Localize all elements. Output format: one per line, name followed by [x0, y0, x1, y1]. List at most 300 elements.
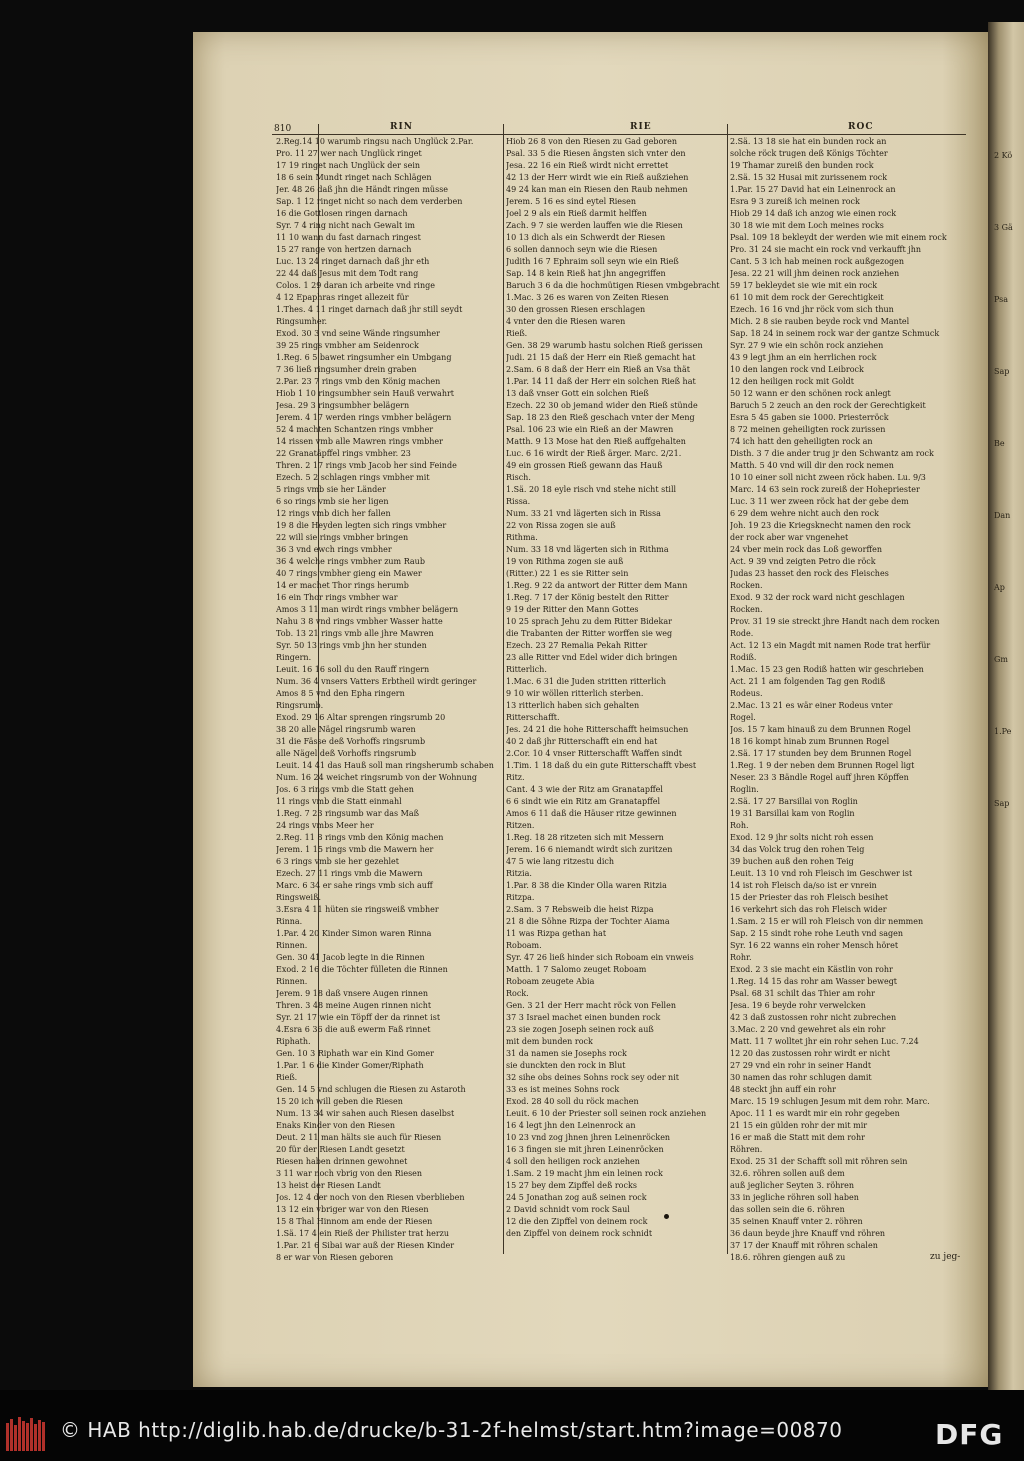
concordance-entry: Gen. 14 5 vnd schlugen die Riesen zu Astaroth [276, 1085, 466, 1094]
concordance-entry: 1.Sam. 2 15 er will roh Fleisch von dir nemmen [730, 917, 924, 926]
facing-page-fragment: Psa [994, 295, 1009, 304]
concordance-entry: 11 was Rizpa gethan hat [506, 929, 607, 938]
concordance-entry: 30 18 wie mit dem Loch meines rocks [730, 221, 884, 230]
concordance-entry: 18.6. röhren giengen auß zu [730, 1253, 846, 1262]
concordance-entry: Sap. 1 12 ringet nicht so nach dem verderben [276, 197, 463, 206]
concordance-entry: 21 8 die Söhne Rizpa der Tochter Aiama [506, 917, 670, 926]
concordance-entry: das sollen sein die 6. röhren [730, 1205, 845, 1214]
concordance-entry: 7 36 ließ ringsumher drein graben [276, 365, 417, 374]
concordance-entry: Thren. 2 17 rings vmb Jacob her sind Feinde [276, 461, 457, 470]
concordance-entry: Hiob 26 8 von den Riesen zu Gad geboren [506, 137, 678, 146]
concordance-entry: 2.Reg. 11 8 rings vmb den König machen [276, 833, 444, 842]
facing-page-fragment: Sap [994, 799, 1010, 808]
concordance-entry: 1.Par. 15 27 David hat ein Leinenrock an [730, 185, 896, 194]
concordance-entry: 27 29 vnd ein rohr in seiner Handt [730, 1061, 872, 1070]
concordance-entry: 2.Cor. 10 4 vnser Ritterschafft Waffen sindt [506, 749, 682, 758]
facing-page-fragment: Sap [994, 367, 1010, 376]
concordance-entry: Rinnen. [276, 941, 308, 950]
concordance-entry: 15 der Priester das roh Fleisch besihet [730, 893, 889, 902]
concordance-entry: 36 4 welche rings vmbher zum Raub [276, 557, 425, 566]
concordance-entry: 10 10 einer soll nicht zween röck haben. Lu. 9/3 [730, 473, 926, 482]
concordance-entry: Pro. 31 24 sie macht ein rock vnd verkaufft jhn [730, 245, 922, 254]
concordance-entry: 1.Mac. 6 31 die Juden stritten ritterlich [506, 677, 667, 686]
concordance-entry: Roh. [730, 821, 749, 830]
concordance-entry: 22 von Rissa zogen sie auß [506, 521, 616, 530]
page-number: 810 [274, 124, 292, 134]
concordance-entry: 19 Thamar zureiß den bunden rock [730, 161, 874, 170]
concordance-entry: 19 31 Barsillai kam von Roglin [730, 809, 855, 818]
concordance-entry: Amos 6 11 daß die Häuser ritze gewinnen [506, 809, 677, 818]
hab-logo-bar [34, 1424, 37, 1451]
concordance-entry: 13 ritterlich haben sich gehalten [506, 701, 640, 710]
concordance-entry: Zach. 9 7 sie werden lauffen wie die Riesen [506, 221, 683, 230]
concordance-entry: Ritterschafft. [506, 713, 560, 722]
concordance-entry: 59 17 bekleydet sie wie mit ein rock [730, 281, 878, 290]
concordance-entry: 48 steckt jhn auff ein rohr [730, 1085, 836, 1094]
hab-logo-bar [14, 1425, 17, 1451]
concordance-entry: 3.Esra 4 11 hüten sie ringsweiß vmbher [276, 905, 439, 914]
hab-logo-bar [6, 1423, 9, 1451]
concordance-entry: solche röck trugen deß Königs Töchter [730, 149, 888, 158]
concordance-entry: Luc. 6 16 wirdt der Rieß ärger. Marc. 2/21. [506, 449, 682, 458]
concordance-entry: Psal. 68 31 schilt das Thier am rohr [730, 989, 875, 998]
concordance-entry: Nahu 3 8 vnd rings vmbher Wasser hatte [276, 617, 443, 626]
concordance-entry: die Trabanten der Ritter worffen sie weg [506, 629, 673, 638]
concordance-entry: Amos 8 5 vnd den Epha ringern [276, 689, 405, 698]
concordance-entry: 6 29 dem wehre nicht auch den rock [730, 509, 879, 518]
concordance-column-right [730, 136, 964, 1264]
concordance-entry: Sap. 2 15 sindt rohe rohe Leuth vnd sagen [730, 929, 903, 938]
concordance-entry: Ezech. 5 2 schlagen rings vmbher mit [276, 473, 430, 482]
hab-logo-bar [10, 1419, 13, 1451]
concordance-entry: 2.Sä. 15 32 Husai mit zurissenem rock [730, 173, 888, 182]
concordance-entry: Exod. 12 9 jhr solts nicht roh essen [730, 833, 874, 842]
concordance-entry: Num. 36 4 vnsers Vatters Erbtheil wirdt geringer [276, 677, 477, 686]
concordance-entry: 12 rings vmb dich her fallen [276, 509, 391, 518]
concordance-entry: 40 7 rings vmbher gieng ein Mawer [276, 569, 422, 578]
concordance-entry: 2.Sam. 3 7 Rebsweib die heist Rizpa [506, 905, 654, 914]
concordance-entry: 1.Thes. 4 11 ringet darnach daß jhr still seydt [276, 305, 463, 314]
facing-page-fragment: 2 Kö [994, 151, 1013, 160]
concordance-entry: Jerem. 1 15 rings vmb die Mawern her [276, 845, 434, 854]
concordance-entry: 1.Mac. 3 26 es waren von Zeiten Riesen [506, 293, 669, 302]
concordance-entry: 2.Sä. 13 18 sie hat ein bunden rock an [730, 137, 887, 146]
concordance-entry: 2.Sä. 17 17 stunden bey dem Brunnen Rogel [730, 749, 912, 758]
concordance-entry: 23 alle Ritter vnd Edel wider dich bringen [506, 653, 678, 662]
concordance-entry: auß jeglicher Seyten 3. röhren [730, 1181, 855, 1190]
concordance-entry: Ezech. 27 11 rings vmb die Mawern [276, 869, 423, 878]
concordance-entry: sie dunckten den rock in Blut [506, 1061, 626, 1070]
concordance-entry: 12 die den Zipffel von deinem rock [506, 1217, 648, 1226]
concordance-entry: 52 4 machten Schantzen rings vmbher [276, 425, 434, 434]
concordance-entry: 50 12 wann er den schönen rock anlegt [730, 389, 891, 398]
concordance-entry: Act. 12 13 ein Magdt mit namen Rode trat herfür [730, 641, 931, 650]
facing-page-fragment: Ap [994, 583, 1005, 592]
concordance-entry: 9 19 der Ritter den Mann Gottes [506, 605, 639, 614]
concordance-entry: 21 15 ein gülden rohr der mit mir [730, 1121, 868, 1130]
concordance-entry: Syr. 47 26 ließ hinder sich Roboam ein vnweis [506, 953, 694, 962]
concordance-entry: Rodiß. [730, 653, 757, 662]
concordance-entry: 31 da namen sie Josephs rock [506, 1049, 627, 1058]
concordance-entry: Rocken. [730, 605, 763, 614]
hab-logo-bar [38, 1420, 41, 1451]
concordance-entry: Ritzen. [506, 821, 535, 830]
concordance-entry: 16 3 fingen sie mit jhren Leinenröcken [506, 1145, 664, 1154]
concordance-entry: Exod. 2 3 sie macht ein Kästlin von rohr [730, 965, 893, 974]
concordance-entry: Jer. 48 26 daß jhn die Händt ringen müsse [276, 185, 449, 194]
concordance-entry: Ritzia. [506, 869, 532, 878]
concordance-entry: 4 soll den heiligen rock anziehen [506, 1157, 640, 1166]
concordance-entry: Ritz. [506, 773, 525, 782]
concordance-entry: 39 25 rings vmbher am Seidenrock [276, 341, 419, 350]
facing-page-fragment: Gm [994, 655, 1008, 664]
concordance-entry: (Ritter.) 22 1 es sie Ritter sein [506, 569, 629, 578]
concordance-entry: Marc. 6 34 er sahe rings vmb sich auff [276, 881, 433, 890]
catchword: zu jeg- [930, 1252, 961, 1262]
concordance-entry: 35 seinen Knauff vnter 2. röhren [730, 1217, 863, 1226]
concordance-entry: Rocken. [730, 581, 763, 590]
concordance-entry: der rock aber war vngenehet [730, 533, 849, 542]
concordance-entry: 1.Reg. 9 22 da antwort der Ritter dem Mann [506, 581, 688, 590]
concordance-entry: 1.Par. 4 20 Kinder Simon waren Rinna [276, 929, 432, 938]
concordance-entry: 24 rings vmbs Meer her [276, 821, 374, 830]
concordance-entry: Jesa. 19 6 beyde rohr verwelcken [730, 1001, 866, 1010]
column-heading-middle: RIE [630, 122, 652, 132]
concordance-entry: Sap. 18 23 den Rieß geschach vnter der Meng [506, 413, 695, 422]
concordance-entry: 18 6 sein Mundt ringet nach Schlägen [276, 173, 432, 182]
concordance-entry: Luc. 13 24 ringet darnach daß jhr eth [276, 257, 430, 266]
concordance-entry: 1.Par. 1 6 die Kinder Gomer/Riphath [276, 1061, 424, 1070]
concordance-entry: Cant. 5 3 ich hab meinen rock außgezogen [730, 257, 905, 266]
concordance-entry: Apoc. 11 1 es wardt mir ein rohr gegeben [730, 1109, 900, 1118]
concordance-entry: Syr. 7 4 ring nicht nach Gewalt im [276, 221, 415, 230]
concordance-entry: 18 16 kompt hinab zum Brunnen Rogel [730, 737, 890, 746]
concordance-entry: 17 19 ringet nach Unglück der sein [276, 161, 421, 170]
concordance-entry: Riesen haben drinnen gewohnet [276, 1157, 408, 1166]
concordance-entry: 24 5 Jonathan zog auß seinen rock [506, 1193, 647, 1202]
facing-page-text [994, 90, 1024, 1190]
concordance-entry: 22 will sie rings vmbher bringen [276, 533, 409, 542]
concordance-entry: 2.Mac. 13 21 es wär einer Rodeus vnter [730, 701, 893, 710]
concordance-entry: 6 so rings vmb sie her ligen [276, 497, 389, 506]
concordance-entry: Jos. 12 4 der noch von den Riesen vberblieben [276, 1193, 465, 1202]
concordance-entry: Ritterlich. [506, 665, 547, 674]
concordance-entry: 1.Mac. 15 23 gen Rodiß hatten wir geschrieben [730, 665, 924, 674]
concordance-entry: 13 heist der Riesen Landt [276, 1181, 381, 1190]
concordance-entry: Exod. 29 16 Altar sprengen ringsrumb 20 [276, 713, 446, 722]
concordance-entry: 3 11 war noch vbrig von den Riesen [276, 1169, 423, 1178]
concordance-entry: 22 44 daß Jesus mit dem Todt rang [276, 269, 419, 278]
concordance-entry: 12 20 das zustossen rohr wirdt er nicht [730, 1049, 891, 1058]
column-divider-2 [727, 124, 728, 1254]
concordance-entry: 6 sollen dannoch seyn wie die Riesen [506, 245, 658, 254]
concordance-entry: Ringsrumb. [276, 701, 324, 710]
hab-logo-bar [26, 1423, 29, 1451]
concordance-entry: Esra 5 45 gaben sie 1000. Priesterröck [730, 413, 889, 422]
concordance-entry: Matt. 11 7 wolltet jhr ein rohr sehen Luc. 7.24 [730, 1037, 919, 1046]
concordance-entry: 6 3 rings vmb sie her gezehlet [276, 857, 399, 866]
concordance-entry: 37 3 Israel machet einen bunden rock [506, 1013, 661, 1022]
concordance-entry: 38 20 alle Nägel ringsrumb waren [276, 725, 416, 734]
concordance-entry: 1.Sä. 17 4 ein Rieß der Philister trat herzu [276, 1229, 450, 1238]
concordance-entry: Exod. 25 31 der Schafft soll mit röhren sein [730, 1157, 908, 1166]
concordance-entry: Jerem. 4 17 werden rings vmbher belägern [276, 413, 452, 422]
concordance-entry: Leuit. 16 16 soll du den Rauff ringern [276, 665, 430, 674]
concordance-entry: Joel 2 9 als ein Rieß darmit helffen [506, 209, 647, 218]
concordance-entry: Marc. 15 19 schlugen Jesum mit dem rohr. Marc. [730, 1097, 930, 1106]
concordance-entry: Rinnen. [276, 977, 308, 986]
hab-logo-bar [30, 1418, 33, 1451]
concordance-entry: 43 9 legt jhm an ein herrlichen rock [730, 353, 877, 362]
concordance-entry: Prov. 31 19 sie streckt jhre Handt nach dem rocken [730, 617, 940, 626]
concordance-entry: Ringsumher. [276, 317, 328, 326]
concordance-entry: 33 es ist meines Sohns rock [506, 1085, 620, 1094]
concordance-entry: 30 den grossen Riesen erschlagen [506, 305, 646, 314]
concordance-entry: Rieß. [506, 329, 528, 338]
concordance-entry: 74 ich hatt den geheiligten rock an [730, 437, 873, 446]
concordance-entry: Marc. 14 63 sein rock zureiß der Hohepriester [730, 485, 920, 494]
concordance-entry: 15 8 Thal Hinnom am ende der Riesen [276, 1217, 433, 1226]
concordance-entry: 32 sihe obs deines Sohns rock sey oder nit [506, 1073, 679, 1082]
concordance-entry: Sap. 14 8 kein Rieß hat jhn angegriffen [506, 269, 666, 278]
concordance-entry: Cant. 4 3 wie der Ritz am Granatapffel [506, 785, 663, 794]
concordance-entry: Roglin. [730, 785, 759, 794]
concordance-entry: Matth. 9 13 Mose hat den Rieß auffgehalten [506, 437, 686, 446]
concordance-entry: 9 10 wir wöllen ritterlich sterben. [506, 689, 644, 698]
concordance-entry: Esra 9 3 zureiß ich meinen rock [730, 197, 860, 206]
concordance-entry: 33 in jegliche röhren soll haben [730, 1193, 859, 1202]
concordance-entry: Pro. 11 27 wer nach Unglück ringet [276, 149, 422, 158]
hab-logo-bar [22, 1421, 25, 1451]
concordance-entry: 1.Sam. 2 19 macht jhm ein leinen rock [506, 1169, 663, 1178]
concordance-entry: Roboam zeugete Abia [506, 977, 595, 986]
facing-page-fragment: Be [994, 439, 1005, 448]
concordance-entry: 40 2 daß jhr Ritterschafft ein end hat [506, 737, 658, 746]
concordance-entry: Rogel. [730, 713, 756, 722]
facing-page-fragment: Dan [994, 511, 1011, 520]
dfg-logo: DFG [935, 1418, 1004, 1451]
header-rule [272, 134, 966, 135]
concordance-entry: Leuit. 14 41 das Hauß soll man ringsherumb schaben [276, 761, 494, 770]
concordance-entry: Syr. 16 22 wanns ein roher Mensch höret [730, 941, 899, 950]
concordance-entry: Amos 3 11 man wirdt rings vmbher belägern [276, 605, 459, 614]
concordance-entry: 15 20 ich will geben die Riesen [276, 1097, 403, 1106]
concordance-entry: 2.Sä. 17 27 Barsillai von Roglin [730, 797, 858, 806]
concordance-entry: Jos. 6 3 rings vmb die Statt gehen [276, 785, 414, 794]
concordance-entry: Matth. 5 40 vnd will dir den rock nemen [730, 461, 894, 470]
concordance-entry: Jerem. 5 16 es sind eytel Riesen [506, 197, 637, 206]
concordance-entry: Psal. 109 18 bekleydt der werden wie mit einem rock [730, 233, 947, 242]
concordance-entry: 12 den heiligen rock mit Goldt [730, 377, 854, 386]
concordance-entry: Baruch 5 2 zeuch an den rock der Gerechtigkeit [730, 401, 926, 410]
concordance-entry: Exod. 28 40 soll du röck machen [506, 1097, 639, 1106]
concordance-entry: Disth. 3 7 die ander trug jr den Schwantz am rock [730, 449, 934, 458]
concordance-entry: Leuit. 6 10 der Priester soll seinen rock anziehen [506, 1109, 707, 1118]
column-heading-right: ROC [848, 122, 874, 132]
concordance-entry: Jesa. 29 3 ringsumbher belägern [276, 401, 410, 410]
concordance-entry: 11 rings vmb die Statt einmahl [276, 797, 402, 806]
concordance-entry: Rithma. [506, 533, 538, 542]
concordance-entry: 30 namen das rohr schlugen damit [730, 1073, 872, 1082]
concordance-entry: Act. 9 39 vnd zeigten Petro die röck [730, 557, 876, 566]
concordance-entry: 1.Reg. 7 23 ringsumb war das Maß [276, 809, 419, 818]
concordance-entry: Roboam. [506, 941, 542, 950]
concordance-entry: Jos. 15 7 kam hinauß zu dem Brunnen Rogel [730, 725, 911, 734]
concordance-entry: 10 25 sprach Jehu zu dem Ritter Bidekar [506, 617, 672, 626]
concordance-entry: Rinna. [276, 917, 303, 926]
concordance-entry: den Zipffel von deinem rock schnidt [506, 1229, 653, 1238]
concordance-entry: 2.Par. 23 7 rings vmb den König machen [276, 377, 441, 386]
concordance-entry: Colos. 1 29 daran ich arbeite vnd ringe [276, 281, 435, 290]
concordance-entry: Judi. 21 15 daß der Herr ein Rieß gemacht hat [506, 353, 696, 362]
concordance-entry: 3.Mac. 2 20 vnd gewehret als ein rohr [730, 1025, 886, 1034]
concordance-entry: 19 von Rithma zogen sie auß [506, 557, 624, 566]
concordance-entry: Num. 13 34 wir sahen auch Riesen daselbst [276, 1109, 455, 1118]
concordance-entry: 1.Reg. 14 15 das rohr am Wasser bewegt [730, 977, 898, 986]
concordance-entry: Psal. 106 23 wie ein Rieß an der Mawren [506, 425, 674, 434]
concordance-entry: Gen. 30 41 Jacob legte in die Rinnen [276, 953, 425, 962]
concordance-entry: 10 13 dich als ein Schwerdt der Riesen [506, 233, 666, 242]
hab-logo-icon [6, 1415, 48, 1451]
concordance-entry: Ezech. 22 30 ob jemand wider den Rieß stünde [506, 401, 698, 410]
concordance-entry: 61 10 mit dem rock der Gerechtigkeit [730, 293, 884, 302]
concordance-entry: Jesa. 22 16 ein Rieß wirdt nicht errettet [506, 161, 669, 170]
concordance-entry: Rodeus. [730, 689, 763, 698]
citation-link[interactable]: © HAB http://diglib.hab.de/drucke/b-31-2f-helmst/start.htm?image=00870 [60, 1418, 843, 1442]
concordance-entry: Psal. 33 5 die Riesen ängsten sich vnter den [506, 149, 686, 158]
concordance-entry: Ringsweiß. [276, 893, 321, 902]
concordance-entry: Syr. 27 9 wie ein schön rock anziehen [730, 341, 884, 350]
concordance-entry: Jes. 24 21 die hohe Ritterschafft heimsuchen [506, 725, 689, 734]
concordance-entry: 14 ist roh Fleisch da/so ist er vnrein [730, 881, 877, 890]
concordance-column-left [276, 136, 502, 1264]
concordance-entry: 2 David schnidt vom rock Saul [506, 1205, 630, 1214]
concordance-entry: Riphath. [276, 1037, 311, 1046]
concordance-entry: 1.Sä. 20 18 eyle risch vnd stehe nicht still [506, 485, 677, 494]
concordance-entry: 1.Reg. 18 28 ritzeten sich mit Messern [506, 833, 664, 842]
concordance-entry: 37 17 der Knauff mit röhren schalen [730, 1241, 878, 1250]
concordance-entry: 22 Granatäpffel rings vmbher. 23 [276, 449, 411, 458]
concordance-entry: Leuit. 13 10 vnd roh Fleisch im Geschwer ist [730, 869, 913, 878]
concordance-entry: 14 rissen vmb alle Mawren rings vmbher [276, 437, 443, 446]
hab-logo-bar [18, 1417, 21, 1451]
concordance-entry: 5 rings vmb sie her Länder [276, 485, 386, 494]
concordance-entry: 23 sie zogen Joseph seinen rock auß [506, 1025, 654, 1034]
concordance-entry: Hiob 29 14 daß ich anzog wie einen rock [730, 209, 897, 218]
concordance-entry: 42 3 daß zustossen rohr nicht zubrechen [730, 1013, 897, 1022]
concordance-entry: 16 verkehrt sich das roh Fleisch wider [730, 905, 887, 914]
concordance-entry: Num. 33 18 vnd lägerten sich in Rithma [506, 545, 669, 554]
concordance-entry: 6 6 sindt wie ein Ritz am Granatapffel [506, 797, 661, 806]
concordance-entry: Rode. [730, 629, 754, 638]
concordance-entry: 1.Reg. 7 17 der König bestelt den Ritter [506, 593, 669, 602]
concordance-entry: 36 3 vnd ewch rings vmbher [276, 545, 392, 554]
hab-logo-bar [42, 1422, 45, 1451]
concordance-entry: 39 buchen auß den rohen Teig [730, 857, 854, 866]
concordance-entry: 8 er war von Riesen geboren [276, 1253, 394, 1262]
concordance-entry: Luc. 3 11 wer zween röck hat der gebe dem [730, 497, 909, 506]
concordance-entry: Tob. 13 21 rings vmb alle jhre Mawren [276, 629, 434, 638]
concordance-entry: Gen. 3 21 der Herr macht röck von Fellen [506, 1001, 676, 1010]
concordance-entry: Syr. 50 13 rings vmb jhn her stunden [276, 641, 427, 650]
concordance-entry: Jerem. 9 18 daß vnsere Augen rinnen [276, 989, 428, 998]
concordance-entry: 16 die Gottlosen ringen darnach [276, 209, 408, 218]
concordance-entry: Gen. 10 3 Riphath war ein Kind Gomer [276, 1049, 434, 1058]
concordance-entry: 15 27 bey dem Zipffel deß rocks [506, 1181, 637, 1190]
concordance-entry: 1.Par. 8 38 die Kinder Olla waren Ritzia [506, 881, 667, 890]
concordance-entry: Baruch 3 6 da die hochmütigen Riesen vmbgebracht [506, 281, 720, 290]
concordance-entry: Ezech. 16 16 vnd jhr röck vom sich thun [730, 305, 894, 314]
concordance-entry: 15 27 range von hertzen darnach [276, 245, 412, 254]
concordance-entry: 20 für der Riesen Landt gesetzt [276, 1145, 405, 1154]
concordance-entry: Rohr. [730, 953, 752, 962]
concordance-entry: 10 den langen rock vnd Leibrock [730, 365, 864, 374]
concordance-entry: 34 das Volck trug den rohen Teig [730, 845, 865, 854]
concordance-entry: 31 die Fässe deß Vorhoffs ringsrumb [276, 737, 426, 746]
concordance-entry: Röhren. [730, 1145, 763, 1154]
concordance-entry: 1.Reg. 6 5 bawet ringsumher ein Umbgang [276, 353, 452, 362]
concordance-entry: 47 5 wie lang ritzestu dich [506, 857, 615, 866]
concordance-entry: Exod. 9 32 der rock ward nicht geschlagen [730, 593, 905, 602]
concordance-entry: Sap. 18 24 in seinem rock war der gantze Schmuck [730, 329, 940, 338]
concordance-entry: 16 er maß die Statt mit dem rohr [730, 1133, 865, 1142]
concordance-entry: 49 ein grossen Rieß gewann das Hauß [506, 461, 663, 470]
concordance-entry: Rock. [506, 989, 529, 998]
concordance-entry: 19 8 die Heyden legten sich rings vmbher [276, 521, 447, 530]
concordance-entry: 36 daun beyde jhre Knauff vnd röhren [730, 1229, 886, 1238]
concordance-entry: Mich. 2 8 sie rauben beyde rock vnd Mantel [730, 317, 910, 326]
concordance-entry: 13 12 ein vbriger war von den Riesen [276, 1205, 429, 1214]
concordance-entry: Thren. 3 48 meine Augen rinnen nicht [276, 1001, 432, 1010]
concordance-entry: Judas 23 hasset den rock des Fleisches [730, 569, 889, 578]
concordance-entry: Neser. 23 3 Bändle Rogel auff jhren Köpffen [730, 773, 909, 782]
concordance-entry: 1.Par. 14 11 daß der Herr ein solchen Rieß hat [506, 377, 696, 386]
ink-dot [664, 1214, 669, 1219]
concordance-entry: Rieß. [276, 1073, 298, 1082]
concordance-entry: Matth. 1 7 Salomo zeuget Roboam [506, 965, 647, 974]
concordance-entry: 32.6. röhren sollen auß dem [730, 1169, 845, 1178]
concordance-entry: 1.Par. 21 6 Sibai war auß der Riesen Kinder [276, 1241, 455, 1250]
concordance-entry: Hiob 1 10 ringsumbher sein Hauß verwahrt [276, 389, 455, 398]
concordance-entry: Jerem. 16 6 niemandt wirdt sich zuritzen [506, 845, 673, 854]
concordance-entry: alle Nägel deß Vorhoffs ringsrumb [276, 749, 417, 758]
concordance-entry: Exod. 30 3 vnd seine Wände ringsumher [276, 329, 440, 338]
concordance-entry: Ritzpa. [506, 893, 535, 902]
concordance-entry: 10 23 vnd zog jhnen jhren Leinenröcken [506, 1133, 671, 1142]
concordance-entry: 4 vnter den die Riesen waren [506, 317, 626, 326]
concordance-entry: 2.Sam. 6 8 daß der Herr ein Rieß an Vsa thät [506, 365, 690, 374]
concordance-entry: 1.Reg. 1 9 der neben dem Brunnen Rogel ligt [730, 761, 915, 770]
concordance-entry: 4 12 Epaphras ringet allezeit für [276, 293, 409, 302]
concordance-entry: 24 vber mein rock das Loß geworffen [730, 545, 883, 554]
concordance-entry: Ezech. 23 27 Remalia Pekah Ritter [506, 641, 648, 650]
concordance-entry: Joh. 19 23 die Kriegsknecht namen den rock [730, 521, 911, 530]
column-divider-1 [503, 124, 504, 1254]
concordance-entry: Enaks Kinder von den Riesen [276, 1121, 396, 1130]
concordance-entry: Num. 16 24 weichet ringsrumb von der Wohnung [276, 773, 478, 782]
concordance-column-middle [506, 136, 726, 1240]
concordance-entry: Judith 16 7 Ephraim soll seyn wie ein Rieß [506, 257, 679, 266]
facing-page-fragment: 3 Gä [994, 223, 1013, 232]
concordance-entry: Gen. 38 29 warumb hastu solchen Rieß gerissen [506, 341, 703, 350]
concordance-entry: Act. 21 1 am folgenden Tag gen Rodiß [730, 677, 886, 686]
concordance-entry: 8 72 meinen geheiligten rock zurissen [730, 425, 886, 434]
column-heading-left: RIN [390, 122, 413, 132]
concordance-entry: Num. 33 21 vnd lägerten sich in Rissa [506, 509, 661, 518]
concordance-entry: 1.Tim. 1 18 daß du ein gute Ritterschafft vbest [506, 761, 697, 770]
concordance-entry: 42 13 der Herr wirdt wie ein Rieß außziehen [506, 173, 689, 182]
concordance-entry: 13 daß vnser Gott ein solchen Rieß [506, 389, 649, 398]
